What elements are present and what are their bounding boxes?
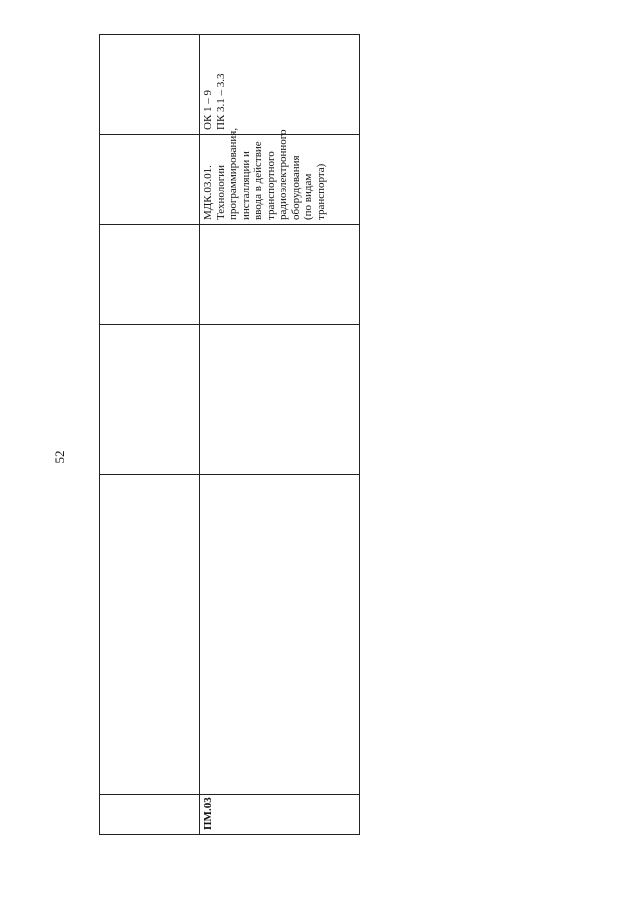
content-cell (200, 475, 360, 795)
blank-cell (200, 225, 360, 325)
content-cell (100, 475, 200, 795)
blank-cell (100, 35, 200, 135)
competency-line: ОК 1 – 9 (202, 89, 214, 130)
blank-cell (100, 135, 200, 225)
blank-cell (100, 325, 200, 475)
module-code-cell (100, 795, 200, 835)
mdk-cell: МДК.03.01. Технологии программирования, инсталляции и ввода в действие транспортного радиоэлектронного оборудования (по видам транспорта) (200, 135, 360, 225)
rotated-table-wrapper (99, 35, 359, 835)
competency-line: ПК 3.1 – 3.3 (214, 73, 227, 130)
blank-cell (200, 325, 360, 475)
competencies-cell (200, 35, 360, 135)
table-row (200, 35, 360, 835)
blank-cell (100, 225, 200, 325)
footer-code (558, 820, 574, 884)
module-code-cell: ПМ.03 (200, 795, 360, 835)
page-number: 52 (52, 450, 67, 464)
curriculum-table (99, 34, 360, 835)
table-row (100, 35, 200, 835)
